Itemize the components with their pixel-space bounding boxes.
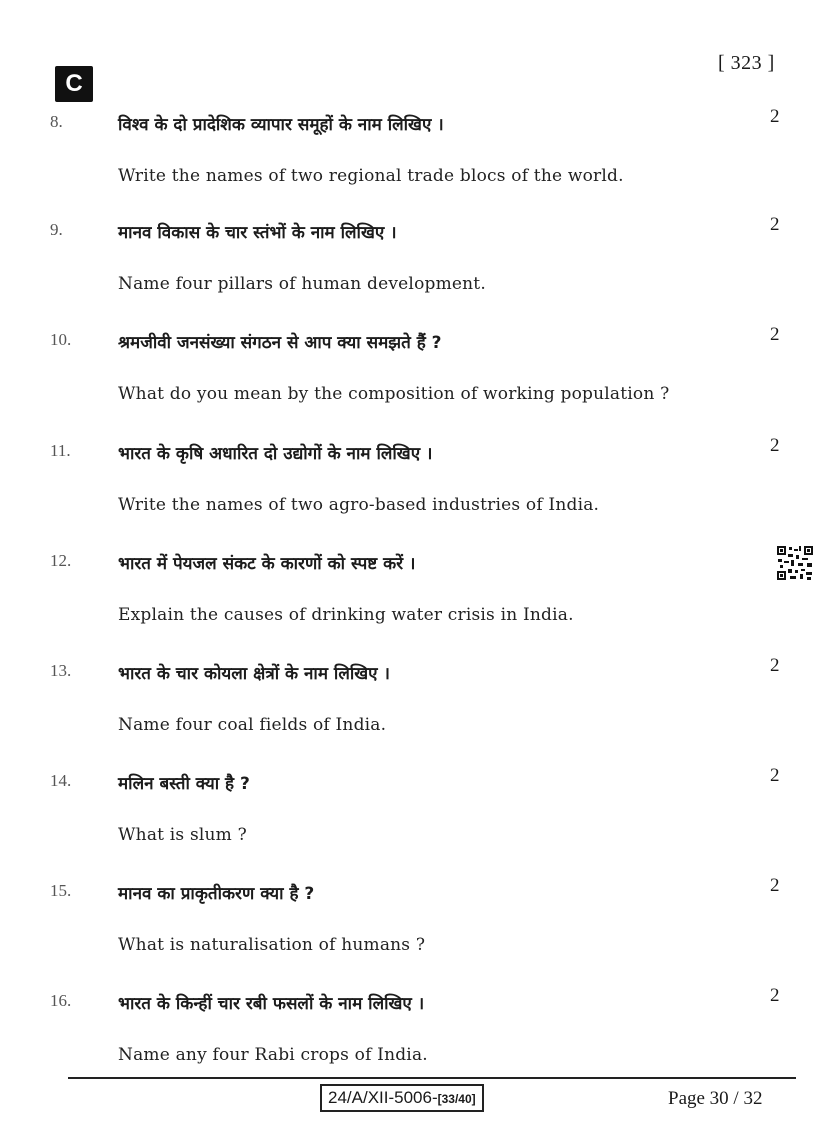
question-marks: 2 <box>770 214 780 235</box>
question-marks: 2 <box>770 765 780 786</box>
question-13 <box>0 655 827 761</box>
question-number: 9. <box>50 220 63 239</box>
question-hindi: मानव का प्राकृतीकरण क्या है ? <box>118 884 315 904</box>
qr-code-icon <box>776 545 814 581</box>
question-english: Explain the causes of drinking water crisis in India. <box>118 605 574 625</box>
question-16 <box>0 985 827 1091</box>
question-12 <box>0 551 827 651</box>
question-8 <box>0 106 827 212</box>
question-number: 11. <box>50 441 71 460</box>
question-english: Name four coal fields of India. <box>118 715 387 735</box>
question-number: 13. <box>50 661 72 680</box>
question-number: 12. <box>50 551 72 570</box>
question-english: What do you mean by the composition of working population ? <box>118 384 670 404</box>
question-english: Name any four Rabi crops of India. <box>118 1045 428 1065</box>
question-9 <box>0 214 827 320</box>
question-english: What is slum ? <box>118 825 247 845</box>
question-number: 16. <box>50 991 72 1010</box>
page-number: Page 30 / 32 <box>668 1088 763 1109</box>
exam-code: 24/A/XII-5006- <box>328 1088 438 1107</box>
exam-code-box <box>320 1084 484 1112</box>
question-15 <box>0 875 827 981</box>
question-hindi: भारत के चार कोयला क्षेत्रों के नाम लिखिए । <box>118 664 390 684</box>
question-marks: 2 <box>770 875 780 896</box>
footer-divider <box>68 1077 796 1079</box>
question-number: 14. <box>50 771 72 790</box>
set-badge: C <box>55 66 93 102</box>
question-marks: 2 <box>770 435 780 456</box>
question-hindi: मलिन बस्ती क्या है ? <box>118 774 250 794</box>
question-14 <box>0 765 827 871</box>
question-hindi: श्रमजीवी जनसंख्या संगठन से आप क्या समझते हैं ? <box>118 333 442 353</box>
question-number: 8. <box>50 112 63 131</box>
question-number: 10. <box>50 330 72 349</box>
question-marks: 2 <box>770 106 780 127</box>
question-english: Write the names of two regional trade blocs of the world. <box>118 166 624 186</box>
question-hindi: भारत में पेयजल संकट के कारणों को स्पष्ट करें । <box>118 554 416 574</box>
question-hindi: विश्व के दो प्रादेशिक व्यापार समूहों के नाम लिखिए । <box>118 115 444 135</box>
question-number: 15. <box>50 881 72 900</box>
question-10 <box>0 324 827 430</box>
question-english: Write the names of two agro-based industries of India. <box>118 495 600 515</box>
question-marks: 2 <box>770 324 780 345</box>
question-marks: 2 <box>770 985 780 1006</box>
question-hindi: भारत के किन्हीं चार रबी फसलों के नाम लिखिए । <box>118 994 425 1014</box>
page-code: [ 323 ] <box>718 52 775 74</box>
question-hindi: मानव विकास के चार स्तंभों के नाम लिखिए । <box>118 223 397 243</box>
question-english: Name four pillars of human development. <box>118 274 486 294</box>
sheet-reference: [33/40] <box>437 1092 476 1106</box>
question-11 <box>0 435 827 541</box>
question-english: What is naturalisation of humans ? <box>118 935 426 955</box>
question-marks: 2 <box>770 655 780 676</box>
question-hindi: भारत के कृषि अधारित दो उद्योगों के नाम लिखिए । <box>118 444 433 464</box>
